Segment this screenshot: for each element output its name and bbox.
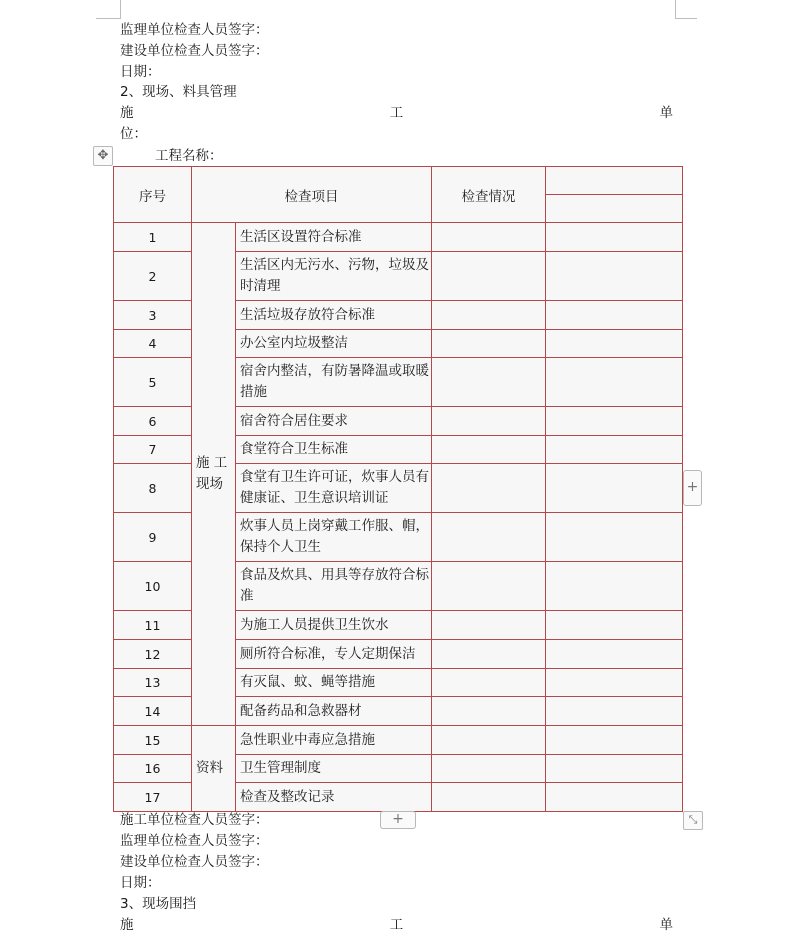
row-number: 9 [114, 513, 192, 562]
row-item: 配备药品和急救器材 [236, 697, 432, 726]
row-extra-cell[interactable] [546, 513, 683, 562]
row-extra-cell[interactable] [546, 407, 683, 436]
construction-unit-char-1: 施 [120, 917, 134, 933]
row-status-cell[interactable] [432, 669, 546, 697]
row-item: 有灭鼠、蚊、蝇等措施 [236, 669, 432, 697]
row-number: 12 [114, 640, 192, 669]
row-status-cell[interactable] [432, 562, 546, 611]
group-site [192, 223, 236, 726]
date-line-bottom: 日期： [120, 875, 161, 891]
row-extra-cell[interactable] [546, 611, 683, 640]
construction-unit-wrap: 位： [120, 126, 147, 142]
row-extra-cell[interactable] [546, 726, 683, 755]
group-site-label: 施 工 现场 [196, 455, 228, 492]
header-status: 检查情况 [432, 167, 546, 223]
header-item: 检查项目 [192, 167, 432, 223]
row-status-cell[interactable] [432, 755, 546, 783]
row-status-cell[interactable] [432, 726, 546, 755]
row-status-cell[interactable] [432, 464, 546, 513]
add-column-button[interactable] [380, 811, 416, 829]
inspection-table [113, 166, 683, 812]
plus-icon: + [392, 811, 404, 827]
row-extra-cell[interactable] [546, 640, 683, 669]
row-number: 5 [114, 358, 192, 407]
row-status-cell[interactable] [432, 252, 546, 301]
row-item: 宿舍符合居住要求 [236, 407, 432, 436]
construction-unit-char-2: 工 [389, 917, 404, 933]
header-extra-bottom[interactable] [546, 195, 683, 223]
group-docs: 资料 [192, 726, 236, 812]
row-extra-cell[interactable] [546, 223, 683, 252]
supervision-sign-line: 监理单位检查人员签字： [120, 22, 269, 38]
table-resize-handle[interactable] [683, 811, 703, 830]
construction-sign-line: 施工单位检查人员签字： [120, 812, 269, 828]
construction-unit-char-2: 工 [389, 105, 404, 121]
plus-icon: + [686, 479, 699, 495]
row-status-cell[interactable] [432, 407, 546, 436]
row-number: 17 [114, 783, 192, 812]
row-item: 急性职业中毒应急措施 [236, 726, 432, 755]
owner-sign-line-bottom: 建设单位检查人员签字： [120, 854, 269, 870]
row-item: 食品及炊具、用具等存放符合标准 [236, 562, 432, 611]
row-extra-cell[interactable] [546, 783, 683, 812]
row-number: 7 [114, 436, 192, 464]
row-status-cell[interactable] [432, 358, 546, 407]
header-no: 序号 [114, 167, 192, 223]
row-status-cell[interactable] [432, 513, 546, 562]
row-item: 炊事人员上岗穿戴工作服、帽，保持个人卫生 [236, 513, 432, 562]
row-extra-cell[interactable] [546, 436, 683, 464]
row-item: 宿舍内整洁，有防暑降温或取暖措施 [236, 358, 432, 407]
header-extra-top[interactable] [546, 167, 683, 195]
row-extra-cell[interactable] [546, 301, 683, 330]
table-row [114, 726, 683, 755]
row-extra-cell[interactable] [546, 562, 683, 611]
construction-unit-char-3: 单 [659, 917, 673, 933]
row-item: 食堂符合卫生标准 [236, 436, 432, 464]
row-status-cell[interactable] [432, 436, 546, 464]
project-name-label: 工程名称： [155, 148, 223, 164]
row-number: 13 [114, 669, 192, 697]
row-extra-cell[interactable] [546, 252, 683, 301]
row-number: 14 [114, 697, 192, 726]
row-number: 11 [114, 611, 192, 640]
row-item: 为施工人员提供卫生饮水 [236, 611, 432, 640]
crop-mark-top-right-v [675, 0, 676, 19]
move-arrows-icon: ✥ [97, 148, 109, 163]
crop-mark-top-left-h [96, 18, 120, 19]
row-number: 2 [114, 252, 192, 301]
section-title-bottom: 3、现场围挡 [120, 896, 197, 912]
row-number: 8 [114, 464, 192, 513]
row-extra-cell[interactable] [546, 755, 683, 783]
row-status-cell[interactable] [432, 223, 546, 252]
construction-unit-char-1: 施 [120, 105, 134, 121]
row-item: 生活垃圾存放符合标准 [236, 301, 432, 330]
row-item: 卫生管理制度 [236, 755, 432, 783]
crop-mark-top-left-v [120, 0, 121, 19]
row-item: 生活区设置符合标准 [236, 223, 432, 252]
row-item: 办公室内垃圾整洁 [236, 330, 432, 358]
row-status-cell[interactable] [432, 697, 546, 726]
table-move-handle[interactable] [93, 146, 113, 166]
crop-mark-top-right-h [675, 18, 697, 19]
row-extra-cell[interactable] [546, 697, 683, 726]
construction-unit-line [120, 103, 673, 123]
row-status-cell[interactable] [432, 783, 546, 812]
row-item: 厕所符合标准，专人定期保洁 [236, 640, 432, 669]
row-number: 1 [114, 223, 192, 252]
row-number: 16 [114, 755, 192, 783]
owner-sign-line: 建设单位检查人员签字： [120, 43, 269, 59]
construction-unit-char-3: 单 [659, 105, 673, 121]
row-extra-cell[interactable] [546, 669, 683, 697]
row-number: 6 [114, 407, 192, 436]
row-item: 生活区内无污水、污物，垃圾及时清理 [236, 252, 432, 301]
row-extra-cell[interactable] [546, 358, 683, 407]
row-extra-cell[interactable] [546, 330, 683, 358]
row-item: 食堂有卫生许可证，炊事人员有健康证、卫生意识培训证 [236, 464, 432, 513]
row-status-cell[interactable] [432, 611, 546, 640]
row-number: 3 [114, 301, 192, 330]
row-status-cell[interactable] [432, 301, 546, 330]
row-status-cell[interactable] [432, 330, 546, 358]
row-number: 10 [114, 562, 192, 611]
row-extra-cell[interactable] [546, 464, 683, 513]
construction-unit-line-bottom [120, 915, 673, 935]
table-row [114, 223, 683, 252]
section-title: 2、现场、料具管理 [120, 84, 237, 100]
supervision-sign-line-bottom: 监理单位检查人员签字： [120, 833, 269, 849]
row-item: 检查及整改记录 [236, 783, 432, 812]
add-row-button[interactable] [683, 470, 702, 506]
row-status-cell[interactable] [432, 640, 546, 669]
date-line: 日期： [120, 64, 161, 80]
row-number: 15 [114, 726, 192, 755]
row-number: 4 [114, 330, 192, 358]
resize-diagonal-icon: ⤡ [688, 813, 698, 826]
